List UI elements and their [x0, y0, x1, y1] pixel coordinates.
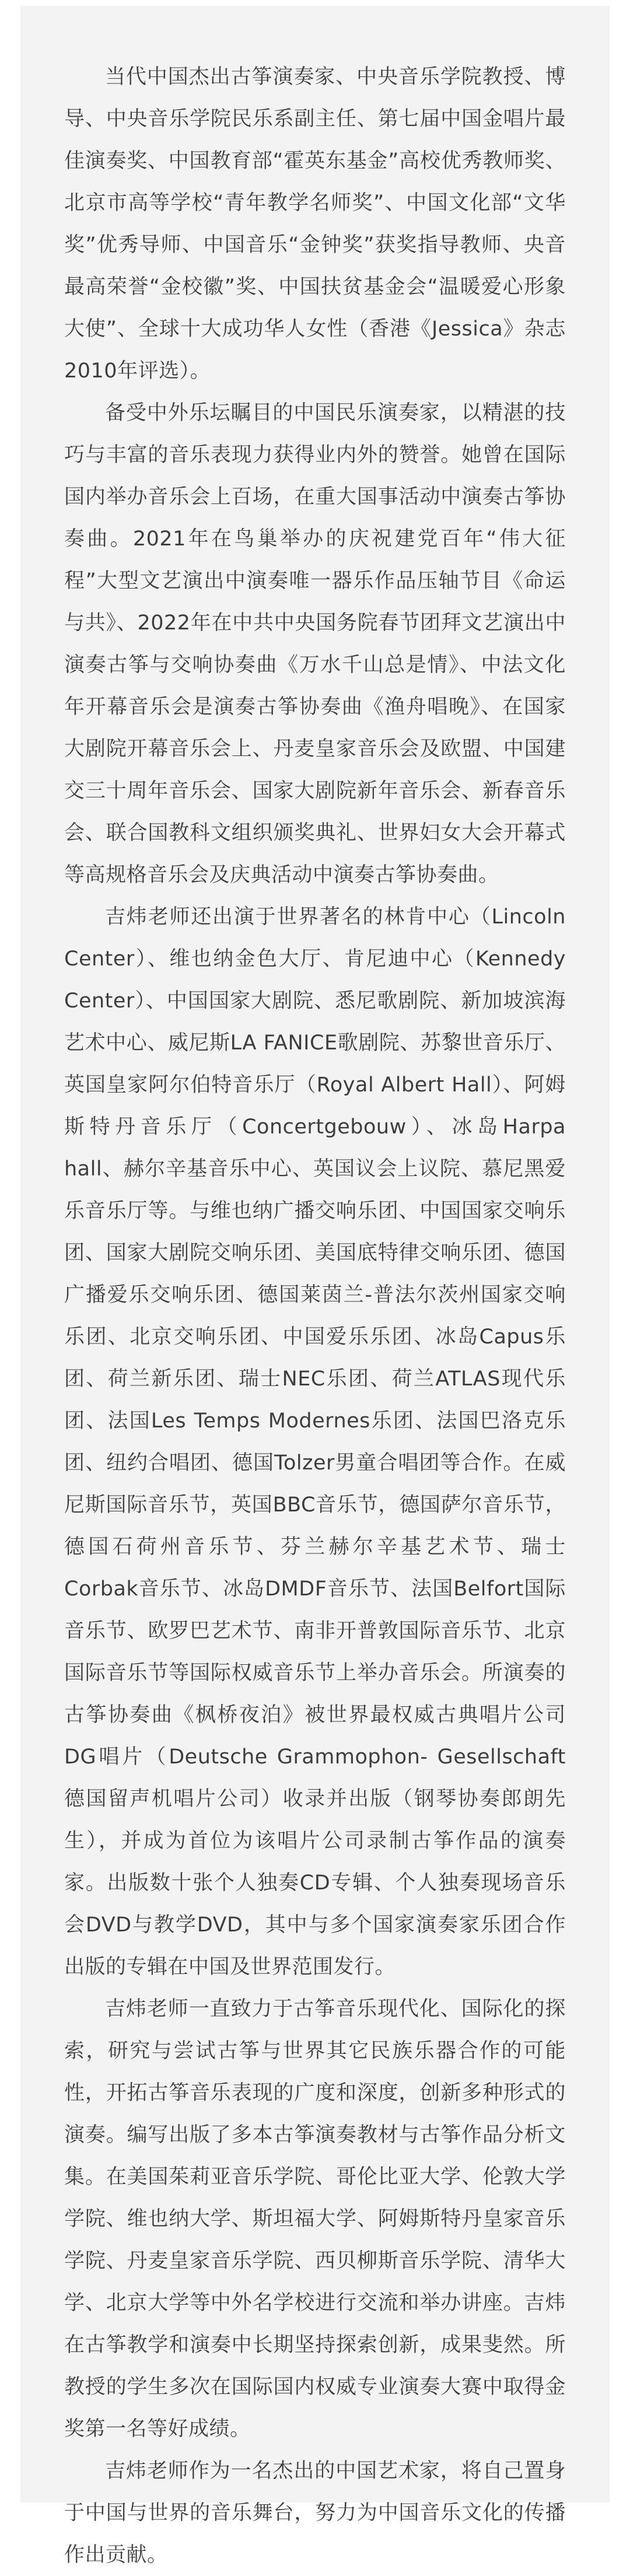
- paragraph-intro: 当代中国杰出古筝演奏家、中央音乐学院教授、博导、中央音乐学院民乐系副主任、第七届中国金唱片最佳演奏奖、中国教育部“霍英东基金”高校优秀教师奖、北京市高等学校“青年教学名师奖”、中国文化部“文华奖”优秀导师、中国音乐“金钟奖”获奖指导教师、央音最高荣誉“金校徽”奖、中国扶贫基金会“温暖爱心形象大使”、全球十大成功华人女性（香港《Jessica》杂志2010年评选）。: [64, 65, 566, 383]
- paragraph-research-teaching: 吉炜老师一直致力于古筝音乐现代化、国际化的探索，研究与尝试古筝与世界其它民族乐器合作的可能性，开拓古筝音乐表现的广度和深度，创新多种形式的演奏。编写出版了多本古筝演奏教材与古筝作品分析文集。在美国茱莉亚音乐学院、哥伦比亚大学、伦敦大学学院、维也纳大学、斯坦福大学、阿姆斯特丹皇家音乐学院、丹麦皇家音乐学院、西贝柳斯音乐学院、清华大学、北京大学等中外名学校进行交流和举办讲座。吉炜在古筝教学和演奏中长期坚持探索创新，成果斐然。所教授的学生多次在国际国内权威专业演奏大赛中取得金奖第一名等好成绩。: [64, 1997, 566, 2441]
- article-body: [64, 56, 566, 2576]
- paragraph-international-venues: 吉炜老师还出演于世界著名的林肯中心（Lincoln Center）、维也纳金色大厅、肯尼迪中心（Kennedy Center）、中国国家大剧院、悉尼歌剧院、新加坡滨海艺术中心、威尼斯LA FANICE歌剧院、苏黎世音乐厅、英国皇家阿尔伯特音乐厅（Royal Albert Hall）、阿姆斯特丹音乐厅（Concertgebouw）、冰岛Harpa hall、赫尔辛基音乐中心、英国议会上议院、慕尼黑爱乐音乐厅等。与维也纳广播交响乐团、中国国家交响乐团、国家大剧院交响乐团、美国底特律交响乐团、德国广播爱乐交响乐团、德国莱茵兰-普法尔茨州国家交响乐团、北京交响乐团、中国爱乐乐团、冰岛Capus乐团、荷兰新乐团、瑞士NEC乐团、荷兰ATLAS现代乐团、法国Les Temps Modernes乐团、法国巴洛克乐团、纽约合唱团、德国Tolzer男童合唱团等合作。在威尼斯国际音乐节，英国BBC音乐节，德国萨尔音乐节，德国石荷州音乐节、芬兰赫尔辛基艺术节、瑞士Corbak音乐节、冰岛DMDF音乐节、法国Belfort国际音乐节、欧罗巴艺术节、南非开普敦国际音乐节、北京国际音乐节等国际权威音乐节上举办音乐会。所演奏的古筝协奏曲《枫桥夜泊》被世界最权威古典唱片公司DG唱片（Deutsche Grammophon- Gesellschaft 德国留声机唱片公司）收录并出版（钢琴协奏郎朗先生），并成为首位为该唱片公司录制古筝作品的演奏家。出版数十张个人独奏CD专辑、个人独奏现场音乐会DVD与教学DVD，其中与多个国家演奏家乐团合作出版的专辑在中国及世界范围发行。: [64, 905, 566, 1979]
- paragraph-performances: 备受中外乐坛瞩目的中国民乐演奏家，以精湛的技巧与丰富的音乐表现力获得业内外的赞誉。她曾在国际国内举办音乐会上百场，在重大国事活动中演奏古筝协奏曲。2021年在鸟巢举办的庆祝建党百年“伟大征程”大型文艺演出中演奏唯一器乐作品压轴节目《命运与共》、2022年在中共中央国务院春节团拜文艺演出中演奏古筝与交响协奏曲《万水千山总是情》、中法文化年开幕音乐会是演奏古筝协奏曲《渔舟唱晚》、在国家大剧院开幕音乐会上、丹麦皇家音乐会及欧盟、中国建交三十周年音乐会、国家大剧院新年音乐会、新春音乐会、联合国教科文组织颁奖典礼、世界妇女大会开幕式等高规格音乐会及庆典活动中演奏古筝协奏曲。: [64, 401, 566, 887]
- paragraph-conclusion: 吉炜老师作为一名杰出的中国艺术家，将自己置身于中国与世界的音乐舞台，努力为中国音乐文化的传播作出贡献。: [64, 2459, 566, 2567]
